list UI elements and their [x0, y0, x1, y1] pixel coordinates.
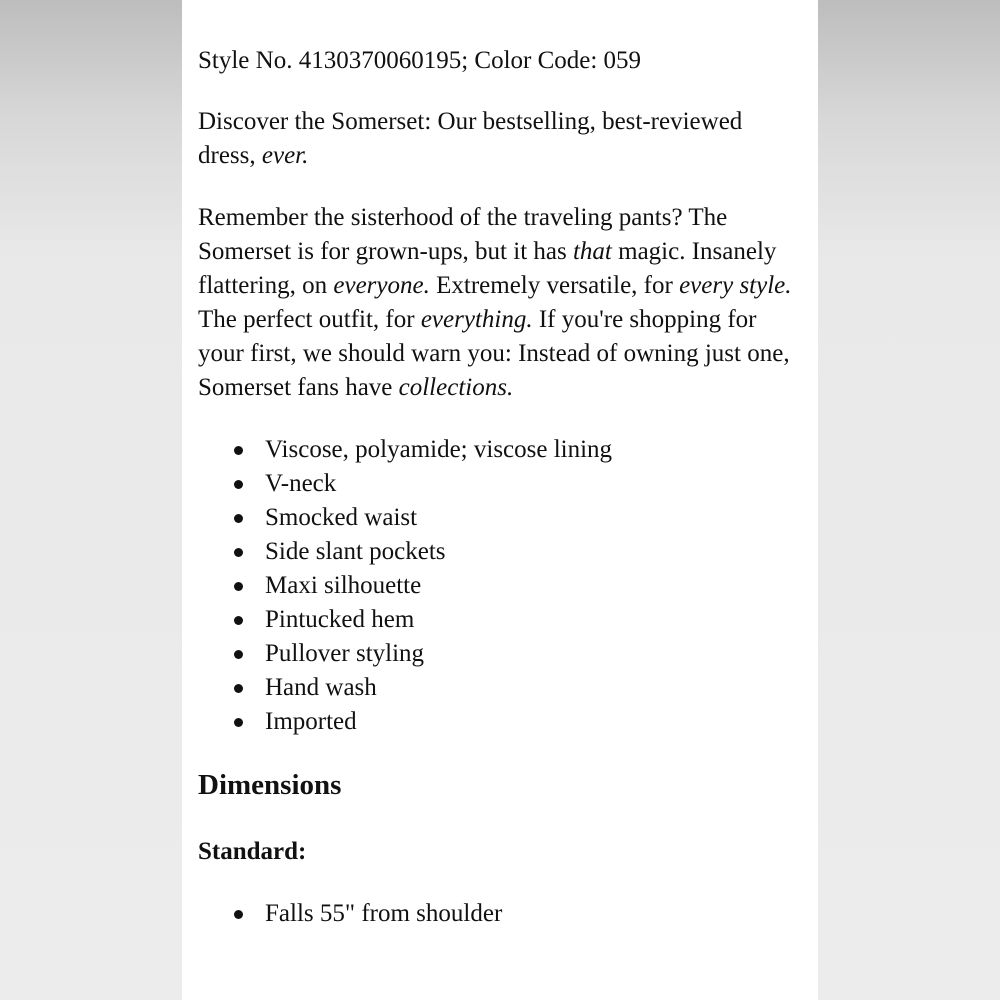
description-text-1: Remember the sisterhood of the traveling pants? The Somerset is for grown-ups, but it has: [198, 204, 728, 265]
feature-text: Smocked waist: [265, 504, 418, 531]
feature-text: Viscose, polyamide; viscose lining: [265, 436, 613, 463]
dimension-text: Falls 55" from shoulder: [265, 900, 503, 927]
feature-text: Pintucked hem: [265, 606, 415, 633]
bullet-icon: [234, 582, 243, 591]
list-item: [234, 433, 802, 467]
list-item: [234, 637, 802, 671]
list-item: [234, 501, 802, 535]
description-emphasis-1: that: [572, 238, 612, 265]
product-description-panel: [182, 0, 818, 1000]
feature-text: Imported: [265, 708, 357, 735]
description-emphasis-3: every style.: [679, 272, 792, 299]
list-item: [234, 535, 802, 569]
style-number-line: Style No. 4130370060195; Color Code: 059: [198, 47, 642, 74]
bullet-icon: [234, 480, 243, 489]
bullet-icon: [234, 548, 243, 557]
list-item: [234, 603, 802, 637]
list-item: [234, 897, 802, 931]
list-item: [234, 569, 802, 603]
list-item: [234, 671, 802, 705]
bullet-icon: [234, 650, 243, 659]
bullet-icon: [234, 616, 243, 625]
intro-text: Discover the Somerset: Our bestselling, best-reviewed dress,: [198, 108, 743, 169]
feature-text: Side slant pockets: [265, 538, 446, 565]
list-item: [234, 705, 802, 739]
feature-text: Hand wash: [265, 674, 377, 701]
description-text-5: If you're shopping for your first, we should warn you: Instead of owning just one, Somerset fans have: [198, 306, 790, 401]
feature-list: [198, 433, 802, 739]
bullet-icon: [234, 718, 243, 727]
feature-text: Pullover styling: [265, 640, 425, 667]
intro-emphasis: ever.: [261, 142, 309, 169]
description-paragraph: [198, 201, 802, 405]
description-emphasis-4: everything.: [420, 306, 533, 333]
intro-paragraph: [198, 105, 802, 173]
description-text-3: Extremely versatile, for: [429, 272, 680, 299]
description-text-2: magic. Insanely flattering, on: [198, 238, 777, 299]
bullet-icon: [234, 910, 243, 919]
dimensions-heading: Dimensions: [198, 769, 342, 801]
description-emphasis-2: everyone.: [333, 272, 430, 299]
feature-text: Maxi silhouette: [265, 572, 422, 599]
standard-label: Standard:: [198, 838, 307, 865]
description-emphasis-5: collections.: [398, 374, 514, 401]
description-text-4: The perfect outfit, for: [198, 306, 421, 333]
list-item: [234, 467, 802, 501]
bullet-icon: [234, 684, 243, 693]
bullet-icon: [234, 514, 243, 523]
bullet-icon: [234, 446, 243, 455]
standard-dimensions-list: [198, 897, 802, 931]
feature-text: V-neck: [265, 470, 337, 497]
